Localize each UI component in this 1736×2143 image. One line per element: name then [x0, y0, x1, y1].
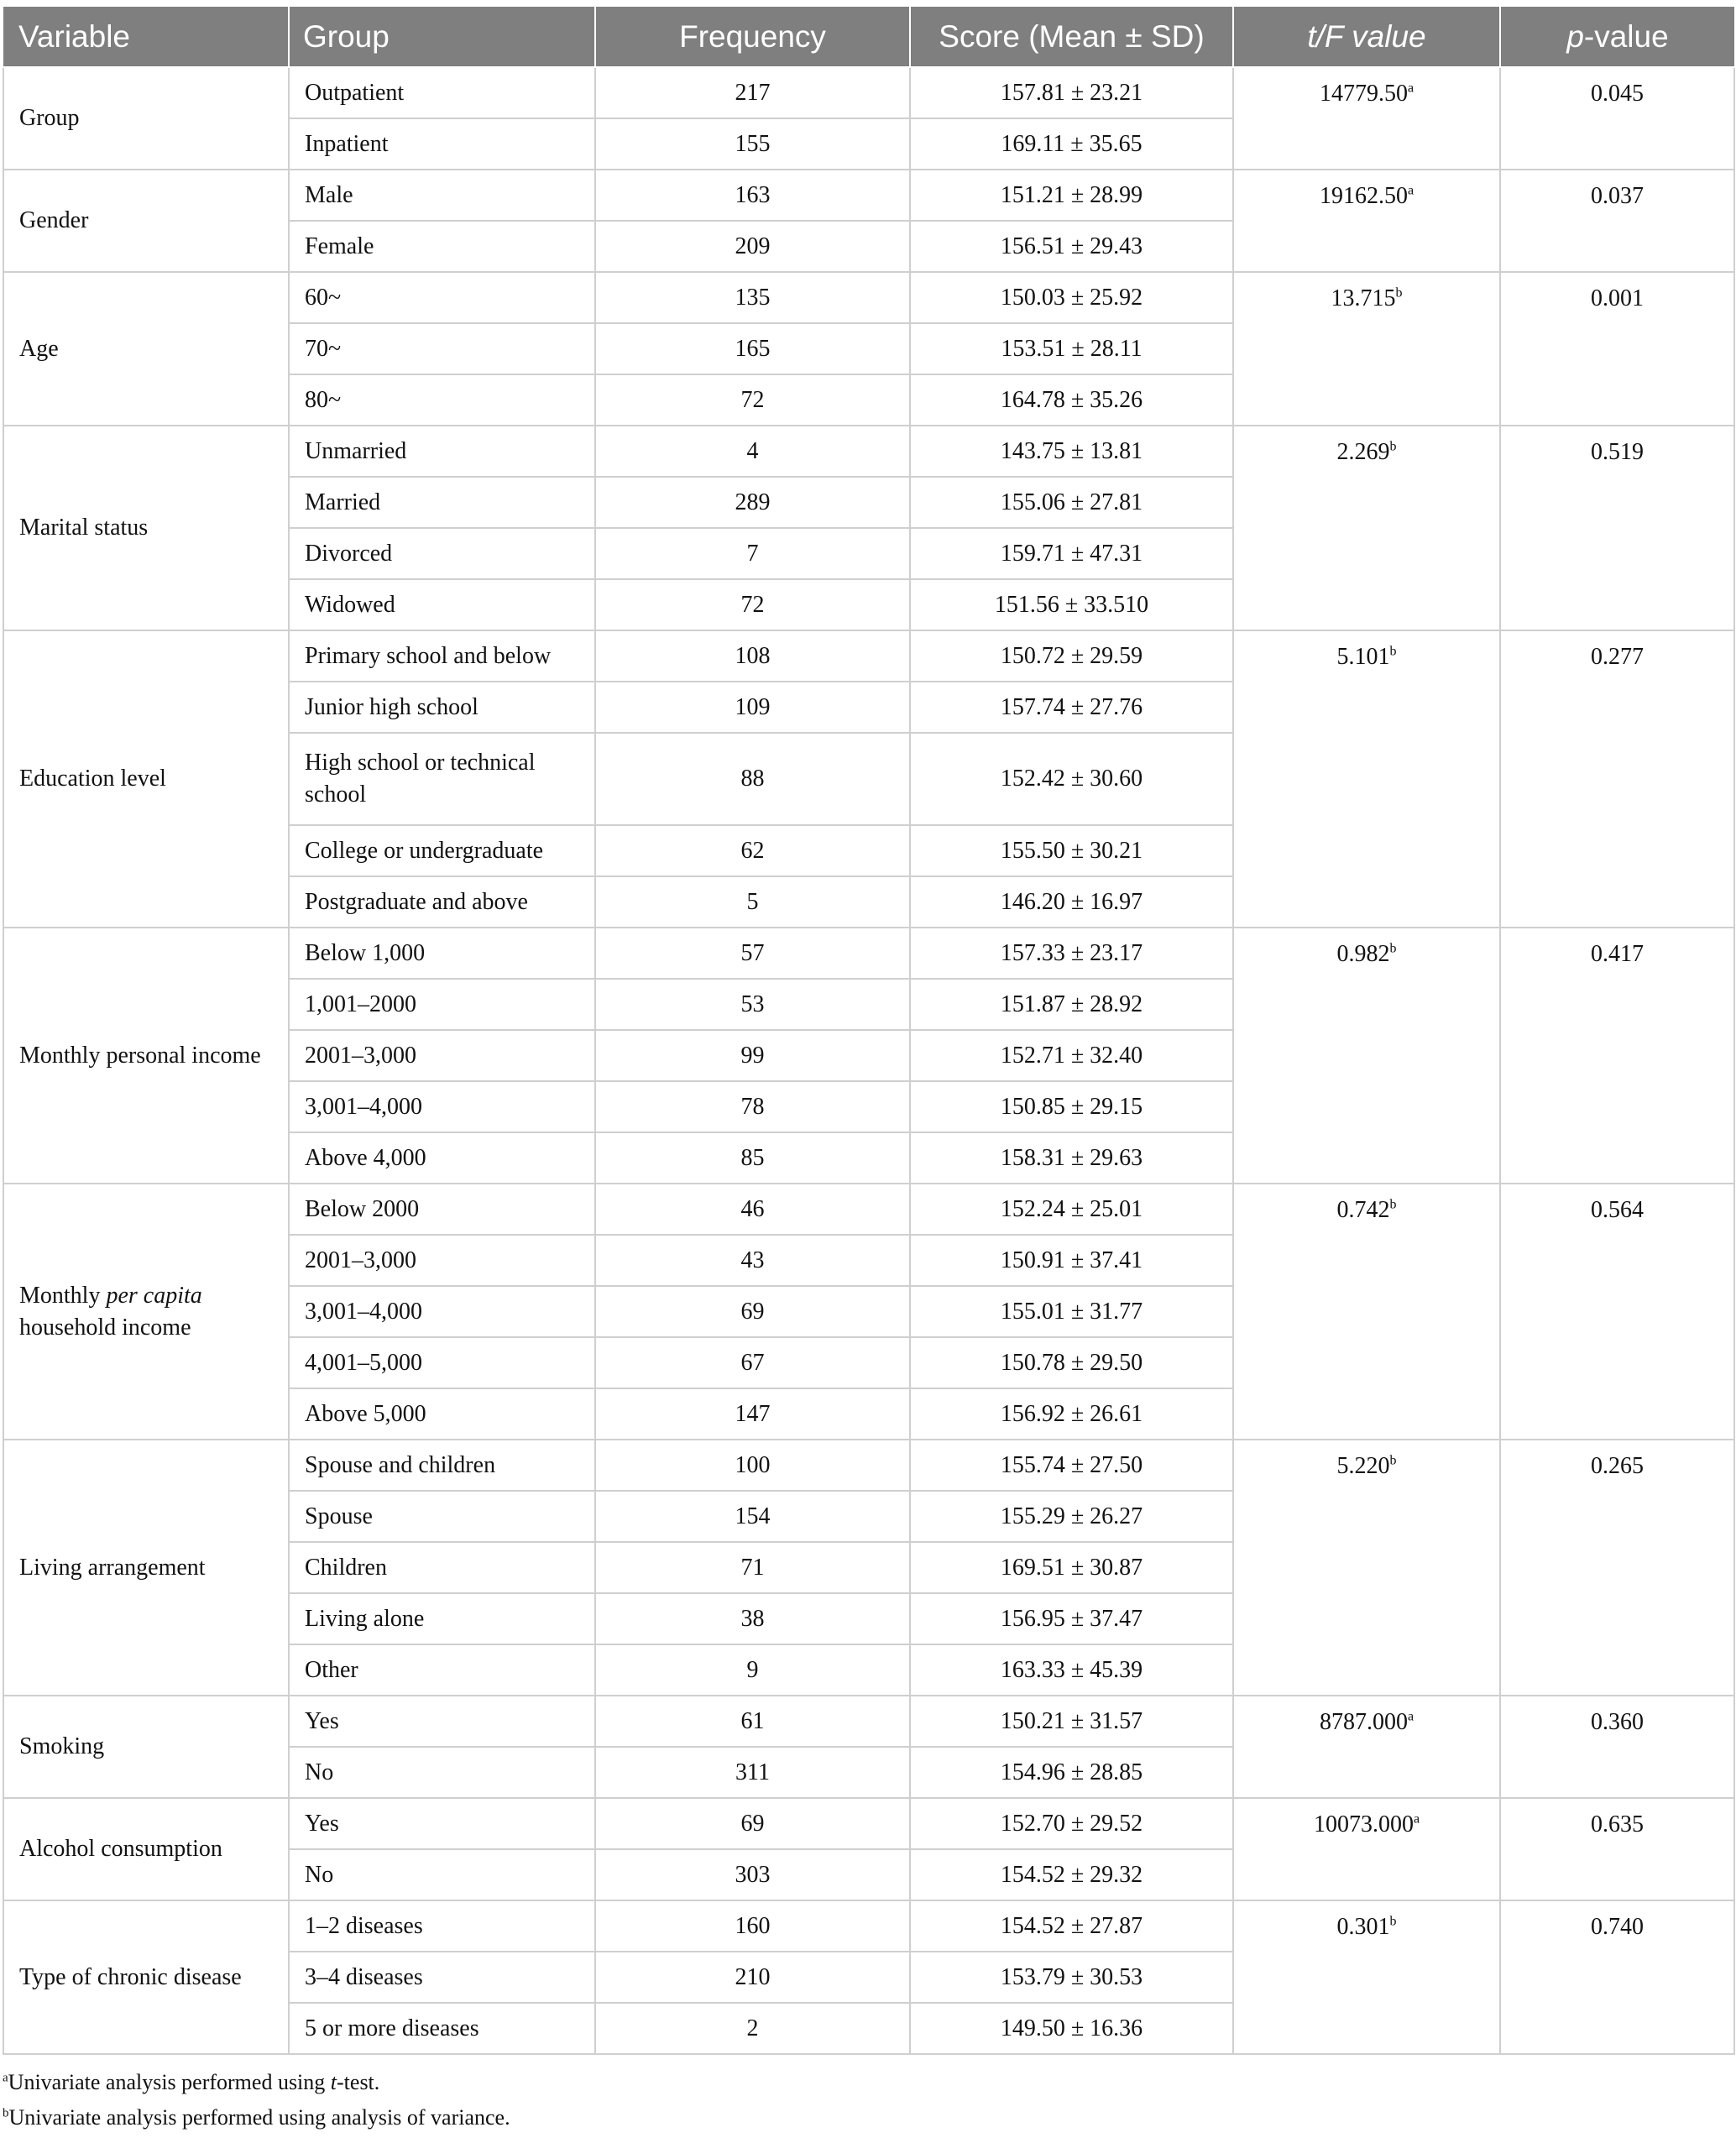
group-cell: Primary school and below — [289, 630, 595, 682]
score-cell: 151.56 ± 33.510 — [910, 579, 1233, 630]
tf-superscript: a — [1413, 1811, 1420, 1827]
p-value-cell: 0.417 — [1500, 928, 1734, 1184]
header-variable: Variable — [3, 7, 289, 67]
table-row — [3, 426, 1734, 477]
frequency-cell: 4 — [595, 426, 910, 477]
score-cell: 152.70 ± 29.52 — [910, 1798, 1233, 1849]
score-cell: 155.74 ± 27.50 — [910, 1440, 1233, 1491]
tf-value-cell — [1233, 1696, 1500, 1798]
score-cell: 151.21 ± 28.99 — [910, 170, 1233, 221]
score-cell: 152.24 ± 25.01 — [910, 1184, 1233, 1235]
frequency-cell: 61 — [595, 1696, 910, 1747]
table-header — [3, 7, 1734, 67]
header-tf-value: t/F value — [1233, 7, 1500, 67]
table-row — [3, 1798, 1734, 1849]
tf-value-cell — [1233, 170, 1500, 272]
tf-value-cell — [1233, 630, 1500, 928]
group-cell: 2001–3,000 — [289, 1030, 595, 1081]
group-cell: Unmarried — [289, 426, 595, 477]
table-row — [3, 170, 1734, 221]
tf-value-cell — [1233, 928, 1500, 1184]
frequency-cell: 2 — [595, 2003, 910, 2054]
frequency-cell: 135 — [595, 272, 910, 323]
group-cell: 3,001–4,000 — [289, 1286, 595, 1337]
tf-value-cell — [1233, 1900, 1500, 2054]
score-cell: 158.31 ± 29.63 — [910, 1132, 1233, 1184]
variable-text-pre: Monthly — [19, 1282, 107, 1309]
group-cell: 2001–3,000 — [289, 1235, 595, 1286]
group-cell: Spouse and children — [289, 1440, 595, 1491]
header-p-suffix: -value — [1583, 18, 1669, 54]
p-value-cell: 0.360 — [1500, 1696, 1734, 1798]
table-row — [3, 272, 1734, 323]
tf-value: 0.742 — [1336, 1197, 1390, 1223]
frequency-cell: 62 — [595, 825, 910, 876]
frequency-cell: 147 — [595, 1388, 910, 1440]
variable-cell: Group — [3, 67, 289, 170]
variable-text-italic: per capita — [106, 1282, 202, 1309]
score-cell: 155.01 ± 31.77 — [910, 1286, 1233, 1337]
frequency-cell: 108 — [595, 630, 910, 682]
group-cell: Female — [289, 221, 595, 272]
tf-superscript: b — [1389, 941, 1397, 956]
frequency-cell: 155 — [595, 118, 910, 170]
score-cell: 157.81 ± 23.21 — [910, 67, 1233, 118]
score-cell: 164.78 ± 35.26 — [910, 374, 1233, 426]
score-cell: 150.91 ± 37.41 — [910, 1235, 1233, 1286]
group-cell: Yes — [289, 1696, 595, 1747]
p-value-cell: 0.740 — [1500, 1900, 1734, 2054]
group-cell: No — [289, 1747, 595, 1798]
score-cell: 157.74 ± 27.76 — [910, 682, 1233, 733]
frequency-cell: 311 — [595, 1747, 910, 1798]
group-cell: Below 2000 — [289, 1184, 595, 1235]
frequency-cell: 43 — [595, 1235, 910, 1286]
score-cell: 155.06 ± 27.81 — [910, 477, 1233, 528]
variable-text-post: household income — [19, 1314, 191, 1341]
frequency-cell: 69 — [595, 1798, 910, 1849]
frequency-cell: 53 — [595, 979, 910, 1030]
tf-value: 0.982 — [1336, 941, 1390, 967]
frequency-cell: 217 — [595, 67, 910, 118]
results-table — [3, 7, 1735, 2055]
frequency-cell: 88 — [595, 733, 910, 825]
group-cell: Junior high school — [289, 682, 595, 733]
group-cell: Married — [289, 477, 595, 528]
variable-cell: Marital status — [3, 426, 289, 630]
p-value-cell: 0.635 — [1500, 1798, 1734, 1900]
frequency-cell: 72 — [595, 374, 910, 426]
score-cell: 150.21 ± 31.57 — [910, 1696, 1233, 1747]
score-cell: 151.87 ± 28.92 — [910, 979, 1233, 1030]
table-row — [3, 1900, 1734, 1952]
tf-value-cell — [1233, 426, 1500, 630]
frequency-cell: 69 — [595, 1286, 910, 1337]
header-group: Group — [289, 7, 595, 67]
variable-cell: Type of chronic disease — [3, 1900, 289, 2054]
frequency-cell: 78 — [595, 1081, 910, 1132]
score-cell: 150.85 ± 29.15 — [910, 1081, 1233, 1132]
score-cell: 169.11 ± 35.65 — [910, 118, 1233, 170]
tf-superscript: b — [1389, 1453, 1397, 1468]
group-cell: Below 1,000 — [289, 928, 595, 979]
score-cell: 156.51 ± 29.43 — [910, 221, 1233, 272]
table-body — [3, 67, 1734, 2054]
frequency-cell: 160 — [595, 1900, 910, 1952]
footnotes — [3, 2065, 510, 2135]
group-cell: Yes — [289, 1798, 595, 1849]
group-cell: Male — [289, 170, 595, 221]
frequency-cell: 210 — [595, 1952, 910, 2003]
tf-value: 8787.000 — [1319, 1709, 1408, 1735]
tf-value: 19162.50 — [1319, 183, 1408, 209]
group-cell: Spouse — [289, 1491, 595, 1542]
p-value-cell: 0.519 — [1500, 426, 1734, 630]
footnote-a — [3, 2065, 510, 2100]
group-cell: Other — [289, 1644, 595, 1696]
tf-value: 10073.000 — [1313, 1811, 1414, 1837]
variable-cell: Monthly personal income — [3, 928, 289, 1184]
footnote-a-text-pre: Univariate analysis performed using — [8, 2070, 331, 2094]
p-value-cell: 0.037 — [1500, 170, 1734, 272]
group-cell: Widowed — [289, 579, 595, 630]
tf-superscript: b — [1389, 439, 1397, 454]
header-row — [3, 7, 1734, 67]
group-cell: College or undergraduate — [289, 825, 595, 876]
frequency-cell: 154 — [595, 1491, 910, 1542]
score-cell: 149.50 ± 16.36 — [910, 2003, 1233, 2054]
group-cell: 1–2 diseases — [289, 1900, 595, 1952]
score-cell: 150.78 ± 29.50 — [910, 1337, 1233, 1388]
footnote-a-mark: a — [3, 2071, 8, 2085]
group-cell: Above 5,000 — [289, 1388, 595, 1440]
tf-value: 2.269 — [1336, 439, 1390, 465]
variable-cell: Age — [3, 272, 289, 426]
frequency-cell: 100 — [595, 1440, 910, 1491]
group-cell: Outpatient — [289, 67, 595, 118]
frequency-cell: 163 — [595, 170, 910, 221]
table-row — [3, 928, 1734, 979]
group-cell: Divorced — [289, 528, 595, 579]
footnote-a-text-italic: t — [330, 2070, 337, 2094]
group-cell: 3,001–4,000 — [289, 1081, 595, 1132]
p-value-cell: 0.001 — [1500, 272, 1734, 426]
score-cell: 143.75 ± 13.81 — [910, 426, 1233, 477]
tf-value-cell — [1233, 272, 1500, 426]
group-cell: Above 4,000 — [289, 1132, 595, 1184]
score-cell: 155.29 ± 26.27 — [910, 1491, 1233, 1542]
variable-cell: Smoking — [3, 1696, 289, 1798]
group-cell: No — [289, 1849, 595, 1900]
score-cell: 156.92 ± 26.61 — [910, 1388, 1233, 1440]
variable-cell — [3, 1184, 289, 1440]
score-cell: 150.03 ± 25.92 — [910, 272, 1233, 323]
header-p-value — [1500, 7, 1734, 67]
tf-value: 5.101 — [1336, 644, 1390, 670]
score-cell: 155.50 ± 30.21 — [910, 825, 1233, 876]
header-p-letter: p — [1566, 18, 1584, 54]
frequency-cell: 67 — [595, 1337, 910, 1388]
frequency-cell: 303 — [595, 1849, 910, 1900]
group-cell: Inpatient — [289, 118, 595, 170]
table-row — [3, 630, 1734, 682]
frequency-cell: 7 — [595, 528, 910, 579]
tf-value-cell — [1233, 1798, 1500, 1900]
table-row — [3, 1184, 1734, 1235]
tf-superscript: b — [1395, 285, 1403, 301]
group-cell: 60~ — [289, 272, 595, 323]
p-value-cell: 0.265 — [1500, 1440, 1734, 1696]
frequency-cell: 85 — [595, 1132, 910, 1184]
table-row — [3, 67, 1734, 118]
group-cell: 3–4 diseases — [289, 1952, 595, 2003]
header-frequency: Frequency — [595, 7, 910, 67]
score-cell: 156.95 ± 37.47 — [910, 1593, 1233, 1644]
frequency-cell: 9 — [595, 1644, 910, 1696]
tf-superscript: b — [1389, 1197, 1397, 1212]
p-value-cell: 0.045 — [1500, 67, 1734, 170]
group-cell: 5 or more diseases — [289, 2003, 595, 2054]
p-value-cell: 0.564 — [1500, 1184, 1734, 1440]
tf-superscript: b — [1389, 1914, 1397, 1929]
table-row — [3, 1696, 1734, 1747]
tf-value: 0.301 — [1336, 1914, 1390, 1940]
group-cell: Postgraduate and above — [289, 876, 595, 928]
frequency-cell: 72 — [595, 579, 910, 630]
score-cell: 153.79 ± 30.53 — [910, 1952, 1233, 2003]
tf-value: 5.220 — [1336, 1453, 1390, 1479]
group-cell: Children — [289, 1542, 595, 1593]
group-cell: 4,001–5,000 — [289, 1337, 595, 1388]
frequency-cell: 38 — [595, 1593, 910, 1644]
variable-cell: Living arrangement — [3, 1440, 289, 1696]
score-cell: 152.71 ± 32.40 — [910, 1030, 1233, 1081]
score-cell: 157.33 ± 23.17 — [910, 928, 1233, 979]
tf-superscript: a — [1407, 81, 1414, 96]
score-cell: 154.52 ± 27.87 — [910, 1900, 1233, 1952]
footnote-b-mark: b — [3, 2106, 9, 2120]
score-cell: 150.72 ± 29.59 — [910, 630, 1233, 682]
frequency-cell: 46 — [595, 1184, 910, 1235]
footnote-a-text-post: -test. — [337, 2070, 380, 2094]
frequency-cell: 71 — [595, 1542, 910, 1593]
p-value-cell: 0.277 — [1500, 630, 1734, 928]
variable-cell: Education level — [3, 630, 289, 928]
group-cell: 1,001–2000 — [289, 979, 595, 1030]
footnote-b-text: Univariate analysis performed using analysis of variance. — [8, 2105, 510, 2130]
table-row — [3, 1440, 1734, 1491]
variable-cell: Gender — [3, 170, 289, 272]
group-cell: Living alone — [289, 1593, 595, 1644]
group-cell: 70~ — [289, 323, 595, 374]
score-cell: 153.51 ± 28.11 — [910, 323, 1233, 374]
score-cell: 154.52 ± 29.32 — [910, 1849, 1233, 1900]
score-cell: 163.33 ± 45.39 — [910, 1644, 1233, 1696]
group-cell: 80~ — [289, 374, 595, 426]
tf-superscript: b — [1389, 644, 1397, 659]
group-cell: High school or technical school — [289, 733, 595, 825]
frequency-cell: 289 — [595, 477, 910, 528]
tf-value-cell — [1233, 1184, 1500, 1440]
footnote-b — [3, 2100, 510, 2135]
frequency-cell: 109 — [595, 682, 910, 733]
frequency-cell: 99 — [595, 1030, 910, 1081]
frequency-cell: 165 — [595, 323, 910, 374]
tf-value: 14779.50 — [1319, 81, 1408, 107]
score-cell: 154.96 ± 28.85 — [910, 1747, 1233, 1798]
frequency-cell: 5 — [595, 876, 910, 928]
frequency-cell: 57 — [595, 928, 910, 979]
tf-value: 13.715 — [1331, 285, 1396, 311]
tf-superscript: a — [1407, 1709, 1414, 1724]
score-cell: 169.51 ± 30.87 — [910, 1542, 1233, 1593]
tf-superscript: a — [1407, 183, 1414, 198]
frequency-cell: 209 — [595, 221, 910, 272]
score-cell: 152.42 ± 30.60 — [910, 733, 1233, 825]
header-score: Score (Mean ± SD) — [910, 7, 1233, 67]
tf-value-cell — [1233, 1440, 1500, 1696]
variable-cell: Alcohol consumption — [3, 1798, 289, 1900]
score-cell: 146.20 ± 16.97 — [910, 876, 1233, 928]
score-cell: 159.71 ± 47.31 — [910, 528, 1233, 579]
tf-value-cell — [1233, 67, 1500, 170]
